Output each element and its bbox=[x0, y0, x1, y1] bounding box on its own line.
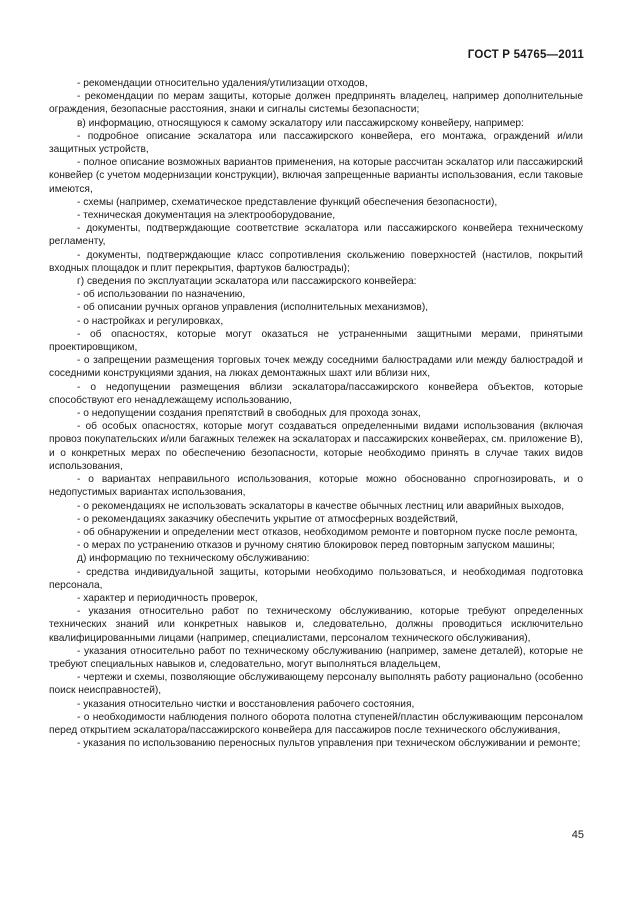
paragraph: - указания по использованию переносных пультов управления при техническом обслуживании и ремонте; bbox=[77, 738, 581, 750]
standard-header: ГОСТ Р 54765—2011 bbox=[467, 49, 584, 61]
paragraph: - об особых опасностях, которые могут создаваться определенными видами использования (включая провоз покупательских и/или багажных тележек на эскалаторах и пассажирских конвейерах, см. приложение В), и о конкретных мерах по обеспечению безопасности, которые необходимо принять в случае таких видов использования, bbox=[49, 421, 583, 472]
paragraph: - о рекомендациях заказчику обеспечить укрытие от атмосферных воздействий, bbox=[77, 513, 459, 525]
paragraph: - об описании ручных органов управления (исполнительных механизмов), bbox=[77, 302, 429, 314]
page-number: 45 bbox=[571, 829, 584, 841]
paragraph: - об использовании по назначению, bbox=[77, 289, 246, 301]
paragraph: - об обнаружении и определении мест отказов, необходимом ремонте и повторном пуске после ремонта, bbox=[77, 526, 578, 538]
paragraph: - полное описание возможных вариантов применения, на которые рассчитан эскалатор или пассажирский конвейер (с учетом модернизации конструкции), включая запрещенные варианты использования, если таковые имеются, bbox=[49, 157, 583, 195]
paragraph: - о недопущении размещения вблизи эскалатора/пассажирского конвейера объектов, которые способствуют его ненадлежащему использованию, bbox=[49, 381, 583, 406]
paragraph: в) информацию, относящуюся к самому эскалатору или пассажирскому конвейеру, например: bbox=[77, 117, 524, 129]
paragraph: - документы, подтверждающие соответствие эскалатора или пассажирского конвейера техническому регламенту, bbox=[49, 223, 583, 248]
paragraph: - указания относительно чистки и восстановления рабочего состояния, bbox=[77, 698, 415, 710]
paragraph: - о рекомендациях не использовать эскалаторы в качестве обычных лестниц или аварийных выходов, bbox=[77, 500, 565, 512]
paragraph: г) сведения по эксплуатации эскалатора или пассажирского конвейера: bbox=[77, 276, 417, 288]
paragraph: - о запрещении размещения торговых точек между соседними балюстрадами или между балюстрадой и соседними конструкциями здания, на люках демонтажных шахт или вблизи них, bbox=[49, 355, 583, 380]
paragraph: - указания относительно работ по техническому обслуживанию, которые требуют определенных технических знаний или конкретных навыков и, следовательно, должны проводиться исключительно квалифицированными лицами (например, специалистами, персоналом технического обслуживания), bbox=[49, 606, 583, 644]
paragraph: - о вариантах неправильного использования, которые можно обоснованно спрогнозировать, и о недопустимых вариантах использования, bbox=[49, 474, 583, 499]
paragraph: - подробное описание эскалатора или пассажирского конвейера, его монтажа, ограждений и/или защитных устройств, bbox=[49, 130, 583, 156]
paragraph: - об опасностях, которые могут оказаться не устраненными защитными мерами, принятыми проектировщиком, bbox=[49, 328, 583, 354]
paragraph: - характер и периодичность проверок, bbox=[77, 592, 258, 604]
paragraph: - средства индивидуальной защиты, которыми необходимо пользоваться, и необходимая подготовка персонала, bbox=[49, 566, 583, 591]
paragraph: - о недопущении создания препятствий в свободных для прохода зонах, bbox=[77, 408, 421, 420]
paragraph: - о необходимости наблюдения полного оборота полотна ступеней/пластин обслуживающим персоналом перед открытием эскалатора/пассажирского конвейера для пассажиров после технического обслуживания, bbox=[49, 711, 583, 736]
paragraph: д) информацию по техническому обслуживанию: bbox=[77, 553, 310, 565]
paragraph: - рекомендации по мерам защиты, которые должен предпринять владелец, например дополнительные ограждения, безопасные расстояния, знаки и сигналы системы безопасности; bbox=[49, 91, 583, 116]
body-text bbox=[49, 77, 583, 750]
paragraph: - документы, подтверждающие класс сопротивления скольжению поверхностей (настилов, покрытий входных площадок и плит перекрытия, фартуков балюстрады); bbox=[49, 249, 583, 274]
paragraph: - схемы (например, схематическое представление функций обеспечения безопасности), bbox=[77, 196, 498, 208]
paragraph: - чертежи и схемы, позволяющие обслуживающему персоналу выполнять работу рационально (особенно поиск неисправностей), bbox=[49, 672, 583, 697]
paragraph: - указания относительно работ по техническому обслуживанию (например, замене деталей), которые не требуют специальных навыков и, следовательно, могут выполняться владельцем, bbox=[49, 645, 583, 670]
paragraph: - рекомендации относительно удаления/утилизации отходов, bbox=[77, 78, 368, 89]
paragraph: - о настройках и регулировках, bbox=[77, 315, 224, 327]
paragraph: - о мерах по устранению отказов и ручному снятию блокировок перед повторным запуском машины; bbox=[77, 540, 555, 552]
paragraph: - техническая документация на электрооборудование, bbox=[77, 210, 336, 222]
